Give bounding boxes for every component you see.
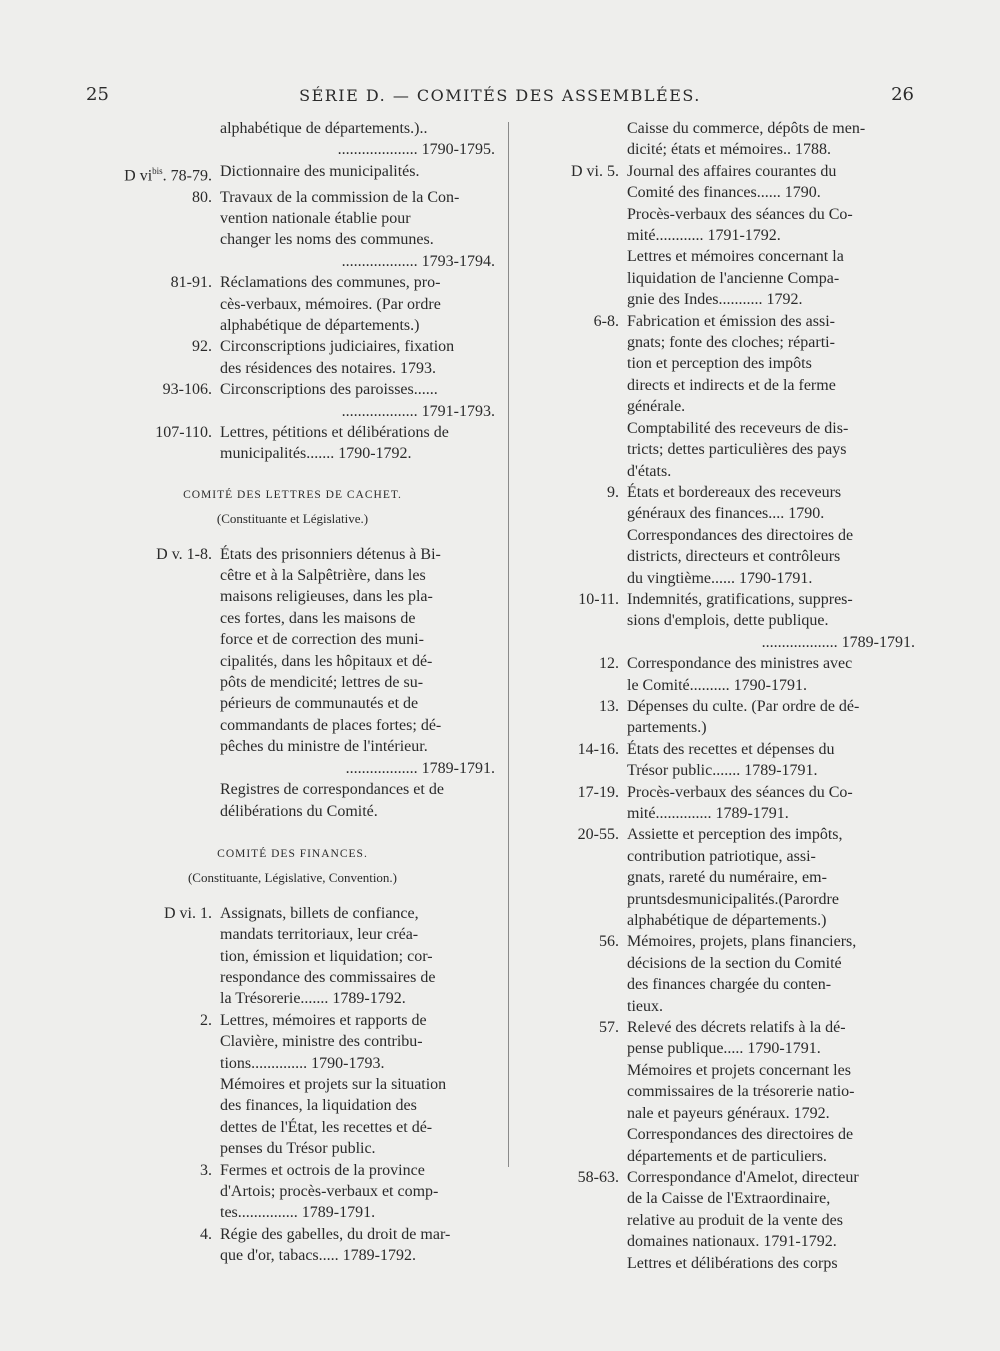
entry-text xyxy=(220,272,495,336)
text-line: Procès-verbaux des séances du Co- xyxy=(627,783,853,801)
text-line: Mémoires et projets concernant les xyxy=(627,1061,851,1079)
entry-text xyxy=(220,1160,495,1224)
section-subtitle: (Constituante et Législative.) xyxy=(216,511,369,527)
text-line: Circonscriptions judiciaires, fixation xyxy=(220,338,455,356)
catalog-entry xyxy=(90,379,495,422)
text-line: .................. 1789-1791. xyxy=(345,759,495,777)
text-line: Lettres et mémoires concernant la xyxy=(627,248,844,266)
entry-reference xyxy=(90,118,220,161)
text-line: générale. xyxy=(627,398,686,416)
entry-reference: 10-11. xyxy=(578,590,619,608)
text-line: Correspondance des ministres avec xyxy=(627,655,853,673)
reference-suffix: . 78-79. xyxy=(162,167,212,185)
text-line: vention nationale établie pour xyxy=(220,209,411,227)
entry-text xyxy=(220,903,495,1010)
catalog-entry xyxy=(90,544,495,822)
entry-text xyxy=(220,1224,495,1267)
text-line: Procès-verbaux des séances du Co- xyxy=(627,205,853,223)
text-line: que d'or, tabacs..... 1789-1792. xyxy=(220,1247,416,1265)
text-line: des finances, la liquidation des xyxy=(220,1097,417,1115)
entry-text xyxy=(627,696,915,739)
entry-text xyxy=(220,1010,495,1160)
section-heading xyxy=(90,844,495,889)
text-line: gnie des Indes........... 1792. xyxy=(627,291,803,309)
text-line: tion et perception des impôts xyxy=(627,355,812,373)
text-line: nale et payeurs généraux. 1792. xyxy=(627,1104,830,1122)
entry-reference: 3. xyxy=(200,1161,212,1179)
text-line: penses du Trésor public. xyxy=(220,1140,376,1158)
text-line: départements et de particuliers. xyxy=(627,1147,827,1165)
text-line: ................... 1791-1793. xyxy=(341,402,495,420)
section-heading xyxy=(90,485,495,530)
text-line: Comptabilité des receveurs de dis- xyxy=(627,419,849,437)
text-line: directs et indirects et de la ferme xyxy=(627,376,836,394)
catalog-entry xyxy=(515,118,915,161)
text-line: Indemnités, gratifications, suppres- xyxy=(627,590,853,608)
text-line: Lettres, pétitions et délibérations de xyxy=(220,424,449,442)
text-line: cès-verbaux, mémoires. (Par ordre xyxy=(220,295,441,313)
text-line: Correspondance d'Amelot, directeur xyxy=(627,1168,859,1186)
entry-reference: D vi. 5. xyxy=(571,162,619,180)
entry-text xyxy=(627,782,915,825)
catalog-entry xyxy=(90,1160,495,1224)
text-line: décisions de la section du Comité xyxy=(627,954,842,972)
entry-text xyxy=(627,311,915,482)
catalog-entry xyxy=(90,118,495,161)
text-line: respondance des commissaires de xyxy=(220,968,436,986)
text-line: Mémoires, projets, plans financiers, xyxy=(627,933,857,951)
text-line: dettes de l'État, les recettes et dé- xyxy=(220,1118,433,1136)
text-line: tieux. xyxy=(627,997,663,1015)
text-line: Circonscriptions des paroisses...... xyxy=(220,381,438,399)
entry-reference: 2. xyxy=(200,1011,212,1029)
text-line: délibérations du Comité. xyxy=(220,802,378,820)
entry-reference: 56. xyxy=(599,933,619,951)
text-line: tions.............. 1790-1793. xyxy=(220,1054,385,1072)
entry-text xyxy=(627,161,915,311)
entry-reference: 93-106. xyxy=(162,381,212,399)
text-line: force et de correction des muni- xyxy=(220,631,424,649)
entry-reference: 107-110. xyxy=(155,424,212,442)
catalog-entry xyxy=(90,903,495,1010)
text-line: du vingtième...... 1790-1791. xyxy=(627,569,813,587)
entry-reference: 14-16. xyxy=(577,740,619,758)
page-header xyxy=(0,84,1000,114)
text-line: partements.) xyxy=(627,719,707,737)
catalog-entry xyxy=(90,336,495,379)
text-line: liquidation de l'ancienne Compa- xyxy=(627,269,840,287)
text-line: Correspondances des directoires de xyxy=(627,1126,854,1144)
text-line: Lettres et délibérations des corps xyxy=(627,1254,838,1272)
catalog-entry xyxy=(515,1167,915,1274)
text-line: pense publique..... 1790-1791. xyxy=(627,1040,821,1058)
entry-reference: 17-19. xyxy=(577,783,619,801)
right-page-number: 26 xyxy=(891,84,914,105)
text-line: tion, émission et liquidation; cor- xyxy=(220,947,433,965)
text-line: généraux des finances.... 1790. xyxy=(627,505,825,523)
text-line: ................... 1793-1794. xyxy=(341,252,495,270)
text-line: Lettres, mémoires et rapports de xyxy=(220,1011,427,1029)
entry-text xyxy=(627,1167,915,1274)
text-line: Registres de correspondances et de xyxy=(220,781,444,799)
text-line: cipalités, dans les hôpitaux et dé- xyxy=(220,652,433,670)
catalog-entry xyxy=(515,161,915,311)
entry-reference xyxy=(90,161,220,187)
catalog-entry xyxy=(515,739,915,782)
text-line: des finances chargée du conten- xyxy=(627,976,832,994)
catalog-entry xyxy=(515,311,915,482)
text-line: Relevé des décrets relatifs à la dé- xyxy=(627,1019,846,1037)
catalog-entry xyxy=(515,482,915,589)
entry-text xyxy=(627,482,915,589)
text-line: Trésor public....... 1789-1791. xyxy=(627,762,818,780)
text-line: le Comité.......... 1790-1791. xyxy=(627,676,807,694)
text-line: Fermes et octrois de la province xyxy=(220,1161,425,1179)
text-line: ................... 1789-1791. xyxy=(761,633,915,651)
text-line: Correspondances des directoires de xyxy=(627,526,854,544)
entry-text xyxy=(220,336,495,379)
catalog-entry xyxy=(515,824,915,931)
text-line: mandats territoriaux, leur créa- xyxy=(220,926,419,944)
text-line: Fabrication et émission des assi- xyxy=(627,312,835,330)
entry-reference: D v. 1-8. xyxy=(156,545,212,563)
entry-text xyxy=(627,824,915,931)
text-line: domaines nationaux. 1791-1792. xyxy=(627,1233,837,1251)
text-line: Assignats, billets de confiance, xyxy=(220,904,419,922)
entry-text xyxy=(220,118,495,161)
catalog-entry xyxy=(515,1017,915,1167)
catalog-entry xyxy=(90,1010,495,1160)
catalog-entry xyxy=(515,696,915,739)
entry-text xyxy=(220,187,495,273)
catalog-entry xyxy=(515,782,915,825)
entry-reference: 4. xyxy=(200,1225,212,1243)
catalog-entry xyxy=(90,422,495,465)
text-line: Mémoires et projets sur la situation xyxy=(220,1075,447,1093)
text-line: changer les noms des communes. xyxy=(220,231,434,249)
text-line: commandants de places fortes; dé- xyxy=(220,716,442,734)
text-line: alphabétique de départements.) xyxy=(627,912,827,930)
entry-reference: 81-91. xyxy=(170,274,212,292)
text-line: Journal des affaires courantes du xyxy=(627,162,837,180)
text-line: Comité des finances...... 1790. xyxy=(627,184,821,202)
section-title: COMITÉ DES LETTRES DE CACHET. xyxy=(183,488,402,501)
text-line: ces fortes, dans les maisons de xyxy=(220,609,416,627)
text-line: relative au produit de la vente des xyxy=(627,1211,843,1229)
text-line: Travaux de la commission de la Con- xyxy=(220,188,460,206)
entry-text xyxy=(220,161,495,187)
left-column xyxy=(90,118,495,1267)
text-line: Régie des gabelles, du droit de mar- xyxy=(220,1225,451,1243)
entry-reference: 92. xyxy=(192,338,212,356)
text-line: commissaires de la trésorerie natio- xyxy=(627,1083,855,1101)
text-line: Clavière, ministre des contribu- xyxy=(220,1033,423,1051)
catalog-entry xyxy=(515,653,915,696)
text-line: mité............ 1791-1792. xyxy=(627,227,781,245)
text-line: États des prisonniers détenus à Bi- xyxy=(220,545,441,563)
text-line: pruntsdesmunicipalités.(Parordre xyxy=(627,890,839,908)
text-line: États et bordereaux des receveurs xyxy=(627,483,842,501)
text-line: Dictionnaire des municipalités. xyxy=(220,162,420,180)
text-line: sions d'emplois, dette publique. xyxy=(627,612,829,630)
text-line: mité.............. 1789-1791. xyxy=(627,805,789,822)
text-line: Réclamations des communes, pro- xyxy=(220,274,441,292)
text-line: cêtre et à la Salpêtrière, dans les xyxy=(220,567,426,585)
left-page-number: 25 xyxy=(86,84,109,105)
entry-reference: 58-63. xyxy=(577,1168,619,1186)
text-line: États des recettes et dépenses du xyxy=(627,740,835,758)
text-line: dicité; états et mémoires.. 1788. xyxy=(627,141,831,159)
text-line: gnats; fonte des cloches; réparti- xyxy=(627,334,835,352)
reference-superscript: bis xyxy=(152,165,163,176)
entry-text xyxy=(220,379,495,422)
column-divider xyxy=(508,122,509,1167)
text-line: d'états. xyxy=(627,462,672,480)
catalog-entry xyxy=(90,272,495,336)
text-line: Caisse du commerce, dépôts de men- xyxy=(627,120,866,137)
entry-reference: 80. xyxy=(192,188,212,206)
text-line: des résidences des notaires. 1793. xyxy=(220,359,436,377)
entry-text xyxy=(220,544,495,822)
text-line: tricts; dettes particulières des pays xyxy=(627,441,847,459)
text-line: tes............... 1789-1791. xyxy=(220,1204,376,1222)
text-line: périeurs de communautés et de xyxy=(220,695,419,713)
entry-text xyxy=(627,1017,915,1167)
text-line: contribution patriotique, assi- xyxy=(627,847,816,865)
text-line: gnats, rareté du numéraire, em- xyxy=(627,869,827,887)
text-line: alphabétique de départements.) xyxy=(220,316,420,334)
entry-text xyxy=(627,653,915,696)
catalog-entry xyxy=(90,161,495,187)
reference-prefix: D vi xyxy=(124,167,153,185)
text-line: pêches du ministre de l'intérieur. xyxy=(220,738,428,756)
text-line: districts, directeurs et contrôleurs xyxy=(627,548,841,566)
text-line: alphabétique de départements.).. xyxy=(220,120,428,137)
section-subtitle: (Constituante, Législative, Convention.) xyxy=(187,870,398,886)
entry-text xyxy=(627,589,915,653)
right-column xyxy=(515,118,915,1274)
running-title: SÉRIE D. — COMITÉS DES ASSEMBLÉES. xyxy=(299,86,701,105)
entry-text xyxy=(220,422,495,465)
catalog-entry xyxy=(515,931,915,1017)
catalog-entry xyxy=(90,187,495,273)
entry-text xyxy=(627,118,915,161)
catalog-entry xyxy=(515,589,915,653)
entry-text xyxy=(627,739,915,782)
text-line: d'Artois; procès-verbaux et comp- xyxy=(220,1183,439,1201)
text-line: la Trésorerie....... 1789-1792. xyxy=(220,990,406,1008)
text-line: pôts de mendicité; lettres de su- xyxy=(220,674,424,692)
text-line: de la Caisse de l'Extraordinaire, xyxy=(627,1190,831,1208)
section-title: COMITÉ DES FINANCES. xyxy=(217,847,368,860)
text-line: maisons religieuses, dans les pla- xyxy=(220,588,433,606)
text-line: Dépenses du culte. (Par ordre de dé- xyxy=(627,697,860,715)
entry-reference xyxy=(515,118,627,161)
entry-text xyxy=(627,931,915,1017)
entry-reference: 6-8. xyxy=(593,312,619,330)
text-line: Assiette et perception des impôts, xyxy=(627,826,843,844)
text-line: municipalités....... 1790-1792. xyxy=(220,445,412,463)
entry-reference: 13. xyxy=(599,697,619,715)
entry-reference: 12. xyxy=(599,655,619,673)
catalog-entry xyxy=(90,1224,495,1267)
entry-reference: 20-55. xyxy=(577,826,619,844)
entry-reference: D vi. 1. xyxy=(164,904,212,922)
text-line: .................... 1790-1795. xyxy=(337,141,495,159)
entry-reference: 9. xyxy=(607,483,619,501)
entry-reference: 57. xyxy=(599,1019,619,1037)
